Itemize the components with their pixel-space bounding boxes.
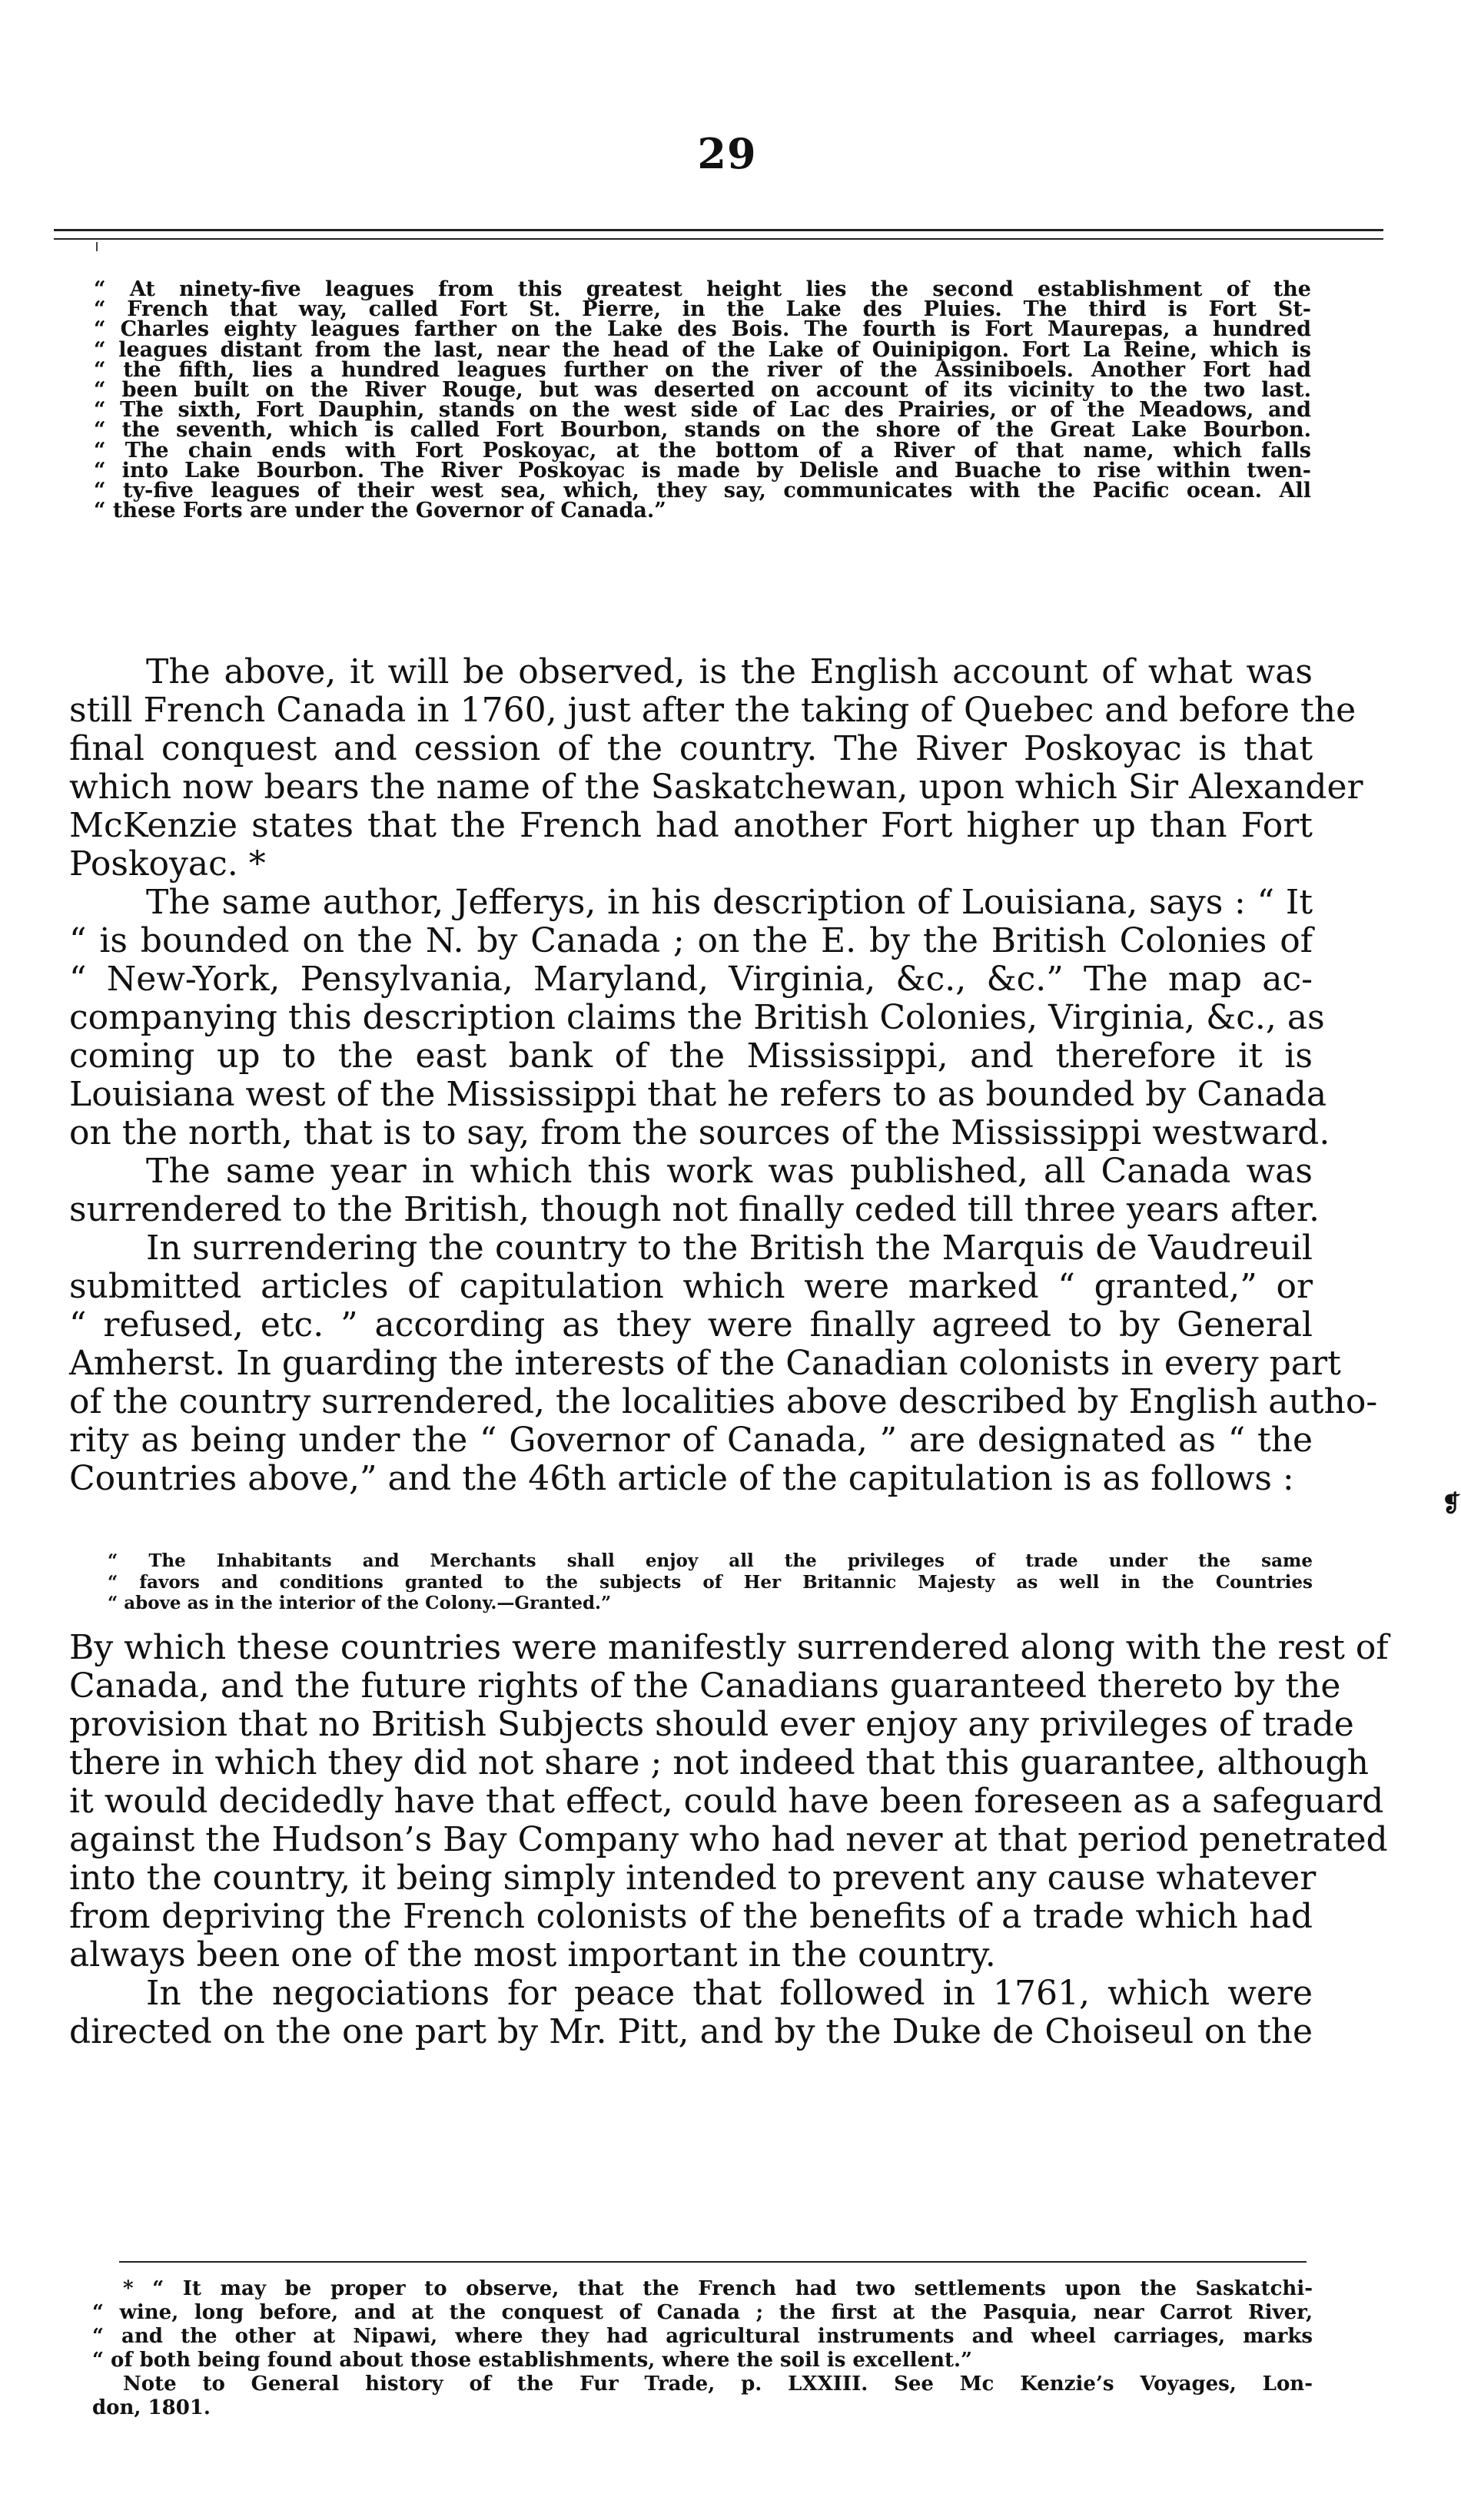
quote-line: “ favors and conditions granted to the subjects of Her Britannic Majesty as well in the Countries [108,1571,1313,1593]
body-line: “ is bounded on the N. by Canada ; on the E. by the British Colonies of [69,921,1313,960]
body-line: still French Canada in 1760, just after the taking of Quebec and before the [69,691,1356,730]
quote-line: “ been built on the River Rouge, but was deserted on account of its vicinity to the two last. [94,378,1311,403]
body-line: In surrendering the country to the British the Marquis de Vaudreuil [146,1228,1313,1268]
quote-line: “ ty-five leagues of their west sea, which, they say, communicates with the Pacific ocean. All [94,479,1311,503]
body-line: final conquest and cession of the country. The River Poskoyac is that [69,729,1313,768]
margin-mark: ❡ [1442,1490,1461,1517]
body-line: submitted articles of capitulation which were marked “ granted,” or [69,1267,1313,1306]
body-line: “ New-York, Pensylvania, Maryland, Virginia, &c., &c.” The map ac- [69,960,1313,999]
rule-tick-mark [96,242,98,251]
quotation-block-capitulation [108,1550,1313,1614]
body-line: against the Hudson’s Bay Company who had never at that period penetrated [69,1820,1388,1859]
body-line: into the country, it being simply intended to prevent any cause whatever [69,1858,1317,1898]
body-paragraphs-2 [69,1628,1389,2051]
footnote-line: Note to General history of the Fur Trade, p. LXXIII. See Mc Kenzie’s Voyages, Lon- [123,2372,1313,2396]
body-line: Countries above,” and the 46th article of the capitulation is as follows : [69,1459,1294,1498]
footnote-line: * “ It may be proper to observe, that the French had two settlements upon the Saskatchi- [123,2277,1313,2300]
body-line: Poskoyac. * [69,844,266,884]
footnote [92,2277,1313,2420]
header-rule-thin [54,238,1383,240]
quote-line: “ Charles eighty leagues farther on the Lake des Bois. The fourth is Fort Maurepas, a hundred [94,317,1311,342]
quote-line: “ into Lake Bourbon. The River Poskoyac is made by Delisle and Buache to rise within twen- [94,458,1311,482]
footnote-line: “ wine, long before, and at the conquest of Canada ; the first at the Pasquia, near Carrot River, [92,2301,1313,2324]
body-line: The same author, Jefferys, in his description of Louisiana, says : “ It [146,883,1313,922]
footnote-line: don, 1801. [92,2396,211,2419]
body-line: of the country surrendered, the localities above described by English autho- [69,1382,1378,1421]
quote-line: “ At ninety-five leagues from this greatest height lies the second establishment of the [94,277,1311,301]
quote-line: “ The chain ends with Fort Poskoyac, at the bottom of a River of that name, which falls [94,438,1311,463]
body-line: Amherst. In guarding the interests of the Canadian colonists in every part [69,1344,1341,1383]
quote-line: “ the fifth, lies a hundred leagues further on the river of the Assiniboels. Another Fort had [94,357,1311,382]
body-line: which now bears the name of the Saskatchewan, upon which Sir Alexander [69,768,1363,807]
quote-line: “ the seventh, which is called Fort Bourbon, stands on the shore of the Great Lake Bourbon. [94,418,1311,443]
footnote-line: “ and the other at Nipawi, where they had agricultural instruments and wheel carriages, marks [92,2325,1313,2348]
quote-line: “ these Forts are under the Governor of Canada.” [94,499,666,523]
body-line: By which these countries were manifestly surrendered along with the rest of [69,1628,1389,1667]
body-line: always been one of the most important in the country. [69,1935,996,1975]
quotation-block-forts [94,277,1311,523]
body-line: companying this description claims the British Colonies, Virginia, &c., as [69,998,1325,1037]
quote-line: “ The sixth, Fort Dauphin, stands on the west side of Lac des Prairies, or of the Meadows, and [94,398,1311,423]
body-line: there in which they did not share ; not indeed that this guarantee, although [69,1743,1369,1782]
header-rule-thick [54,229,1383,231]
body-line: surrendered to the British, though not finally ceded till three years after. [69,1190,1320,1229]
quote-line: “ The Inhabitants and Merchants shall enjoy all the privileges of trade under the same [108,1550,1313,1571]
footnote-rule [119,2261,1307,2263]
quote-line: “ French that way, called Fort St. Pierre, in the Lake des Pluies. The third is Fort St- [94,297,1311,322]
body-line: rity as being under the “ Governor of Canada, ” are designated as “ the [69,1421,1313,1460]
body-line: “ refused, etc. ” according as they were finally agreed to by General [69,1305,1313,1345]
body-line: Canada, and the future rights of the Canadians guaranteed thereto by the [69,1666,1341,1706]
body-line: Louisiana west of the Mississippi that he refers to as bounded by Canada [69,1075,1327,1114]
quote-line: “ above as in the interior of the Colony.—Granted.” [108,1593,612,1613]
body-line: coming up to the east bank of the Mississippi, and therefore it is [69,1036,1313,1076]
quote-line: “ leagues distant from the last, near the head of the Lake of Ouinipigon. Fort La Reine, which is [94,337,1311,362]
body-line: The above, it will be observed, is the English account of what was [146,652,1313,691]
body-line: McKenzie states that the French had another Fort higher up than Fort [69,806,1313,845]
body-line: In the negociations for peace that followed in 1761, which were [146,1974,1313,2013]
body-line: on the north, that is to say, from the sources of the Mississippi westward. [69,1113,1330,1152]
body-paragraphs-1 [69,652,1378,1498]
body-line: The same year in which this work was published, all Canada was [146,1152,1313,1191]
footnote-line: “ of both being found about those establishments, where the soil is excellent.” [92,2349,973,2372]
body-line: provision that no British Subjects should ever enjoy any privileges of trade [69,1705,1354,1744]
body-line: directed on the one part by Mr. Pitt, and by the Duke de Choiseul on the [69,2012,1313,2051]
page-number: 29 [697,129,757,178]
body-line: from depriving the French colonists of the benefits of a trade which had [69,1897,1313,1936]
body-line: it would decidedly have that effect, could have been foreseen as a safeguard [69,1782,1384,1821]
